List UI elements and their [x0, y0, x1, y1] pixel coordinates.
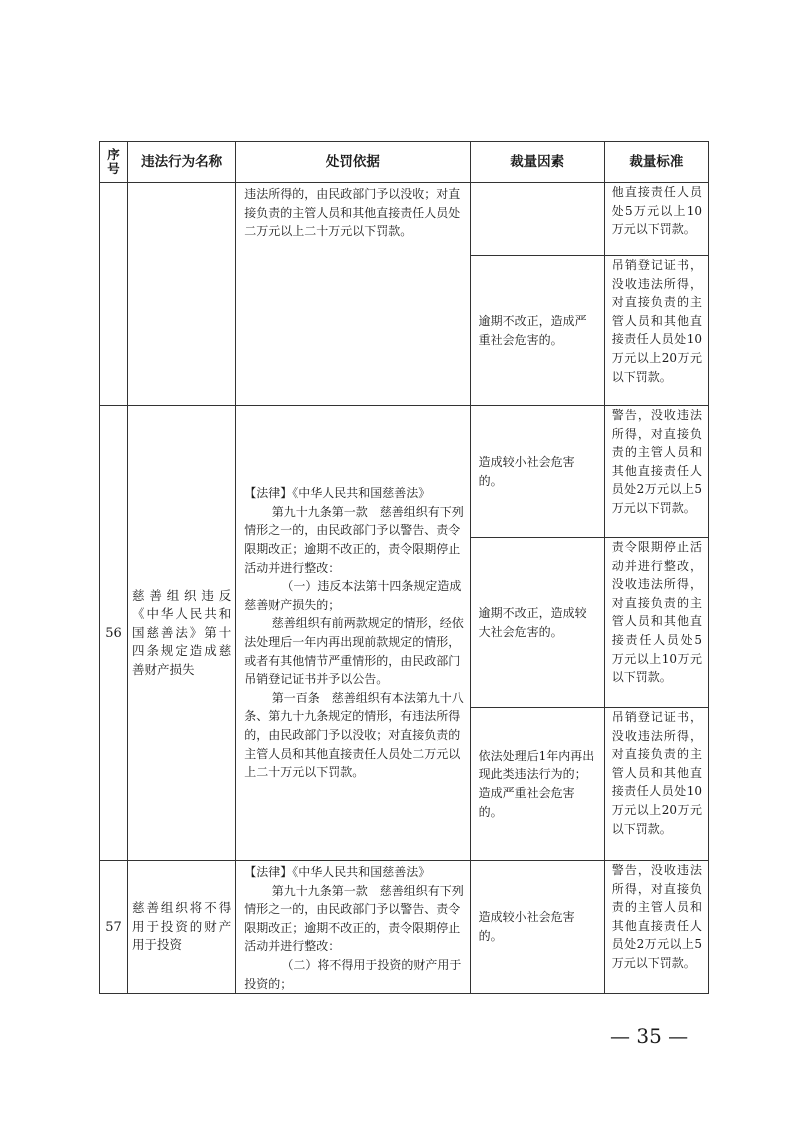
standard-cell: 吊销登记证书，没收违法所得，对直接负责的主管人员和其他直接责任人员处10万元以上20万元以下罚款。 [604, 256, 708, 406]
table-header-row [100, 142, 709, 183]
item-number: 56 [100, 406, 128, 861]
violation-name: 慈善组织将不得用于投资的财产用于投资 [128, 861, 236, 994]
basis-paragraph: （二）将不得用于投资的财产用于投资的； [244, 957, 462, 991]
penalty-basis-cell [236, 861, 470, 994]
factor-line: 逾期不改正，造成较大社会危害的。 [478, 605, 587, 639]
factor-line: 造成严重社会危害的。 [478, 786, 575, 819]
header-basis: 处罚依据 [236, 142, 470, 183]
penalty-basis-cell [236, 406, 470, 861]
basis-paragraph: 【法律】《中华人民共和国慈善法》 [244, 865, 431, 879]
basis-paragraph: （一）违反本法第十四条规定造成慈善财产损失的； [244, 579, 462, 612]
table-row [100, 406, 709, 538]
standard-cell: 警告，没收违法所得，对直接负责的主管人员和其他直接责任人员处2万元以上5万元以下罚款。 [604, 861, 708, 994]
standard-cell: 吊销登记证书，没收违法所得，对直接负责的主管人员和其他直接责任人员处10万元以上20万元以下罚款。 [604, 708, 708, 861]
page-number: — 35 — [610, 1024, 689, 1048]
violation-name: 慈善组织违反《中华人民共和国慈善法》第十四条规定造成慈善财产损失 [128, 406, 236, 861]
basis-paragraph: 违法所得的，由民政部门予以没收；对直接负责的主管人员和其他直接责任人员处二万元以上二十万元以下罚款。 [244, 187, 461, 239]
table-row [100, 861, 709, 994]
factor-line: 造成较小社会危害的。 [478, 454, 575, 488]
header-no: 序号 [100, 142, 128, 183]
basis-paragraph: 【法律】《中华人民共和国慈善法》 [244, 486, 431, 501]
factor-cell [470, 406, 604, 538]
basis-paragraph: 慈善组织有前两款规定的情形，经依法处理后一年内再出现前款规定的情形，或者有其他情节严重情形的，由民政部门吊销登记证书并予以公告。 [244, 616, 464, 687]
factor-cell [470, 708, 604, 861]
header-standard: 裁量标准 [604, 142, 708, 183]
basis-paragraph: 第九十九条第一款 慈善组织有下列情形之一的，由民政部门予以警告、责令限期改正；逾期不改正的，责令限期停止活动并进行整改： [244, 504, 464, 575]
cont-name-cell [128, 183, 236, 406]
factor-line: 依法处理后1年内再出现此类违法行为的； [478, 748, 595, 782]
cont-basis-cell [236, 183, 470, 406]
basis-paragraph: 第一百条 慈善组织有本法第九十八条、第九十九条规定的情形，有违法所得的，由民政部门予以没收；对直接负责的主管人员和其他直接责任人员处二万元以上二十万元以下罚款。 [244, 690, 464, 780]
standard-cell: 警告，没收违法所得，对直接负责的主管人员和其他直接责任人员处2万元以上5万元以下罚款。 [604, 406, 708, 538]
factor-cell: 造成较小社会危害的。 [470, 861, 604, 994]
standard-cell: 责令限期停止活动并进行整改，没收违法所得，对直接负责的主管人员和其他直接责任人员处5万元以上10万元以下罚款。 [604, 538, 708, 708]
cont-no-cell [100, 183, 128, 406]
factor-cell: 逾期不改正，造成严重社会危害的。 [470, 256, 604, 406]
table-row [100, 183, 709, 256]
standard-cell: 他直接责任人员处5万元以上10万元以下罚款。 [604, 183, 708, 256]
header-factor: 裁量因素 [470, 142, 604, 183]
item-number: 57 [100, 861, 128, 994]
penalty-discretion-table [99, 141, 709, 994]
header-name: 违法行为名称 [128, 142, 236, 183]
factor-cell [470, 183, 604, 256]
basis-paragraph: 第九十九条第一款 慈善组织有下列情形之一的，由民政部门予以警告、责令限期改正；逾期不改正的，责令限期停止活动并进行整改： [244, 883, 464, 954]
factor-cell [470, 538, 604, 708]
